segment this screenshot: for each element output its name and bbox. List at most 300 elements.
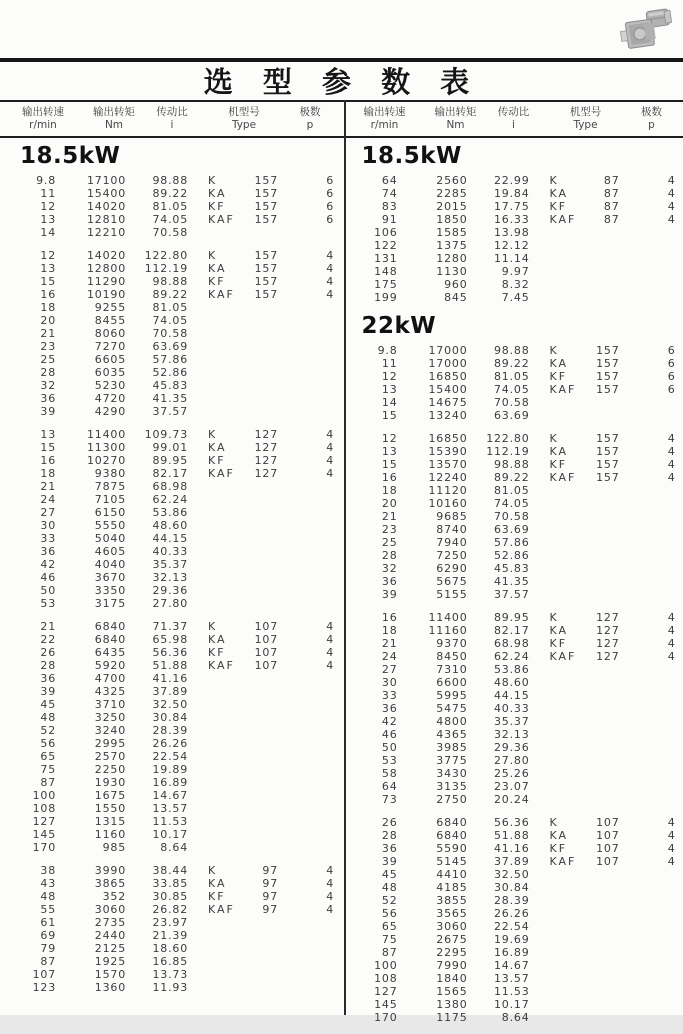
cell-series xyxy=(582,907,620,920)
cell-torque: 8740 xyxy=(398,523,468,536)
cell-ratio: 19.89 xyxy=(126,763,188,776)
table-row xyxy=(342,239,683,252)
table-row xyxy=(0,454,342,467)
cell-series xyxy=(582,549,620,562)
cell-ratio: 48.60 xyxy=(468,676,530,689)
cell-series: 127 xyxy=(582,611,620,624)
cell-torque: 4185 xyxy=(398,881,468,894)
table-row xyxy=(0,353,342,366)
column-header-unit: p xyxy=(628,119,676,132)
cell-poles xyxy=(620,689,676,702)
cell-poles: 4 xyxy=(620,174,676,187)
cell-speed: 36 xyxy=(342,702,398,715)
cell-poles: 6 xyxy=(278,187,334,200)
cell-ratio: 98.88 xyxy=(126,174,188,187)
cell-poles: 4 xyxy=(278,659,334,672)
cell-torque: 2440 xyxy=(56,929,126,942)
cell-poles: 6 xyxy=(620,357,676,370)
cell-poles xyxy=(278,711,334,724)
cell-torque: 11290 xyxy=(56,275,126,288)
cell-ratio: 26.82 xyxy=(126,903,188,916)
cell-poles xyxy=(620,663,676,676)
cell-type: KA xyxy=(188,187,240,200)
cell-series xyxy=(240,301,278,314)
cell-ratio: 109.73 xyxy=(126,428,188,441)
column-header xyxy=(428,106,484,132)
cell-torque: 3990 xyxy=(56,864,126,877)
cell-type xyxy=(188,493,240,506)
cell-speed: 32 xyxy=(0,379,56,392)
cell-type xyxy=(530,549,582,562)
cell-ratio: 35.37 xyxy=(468,715,530,728)
cell-type xyxy=(530,959,582,972)
column-header-label: 机型号 xyxy=(544,106,628,119)
cell-type xyxy=(530,663,582,676)
cell-ratio: 98.88 xyxy=(468,344,530,357)
cell-torque: 3710 xyxy=(56,698,126,711)
cell-ratio: 13.98 xyxy=(468,226,530,239)
cell-poles xyxy=(620,396,676,409)
table-row xyxy=(0,763,342,776)
cell-series: 157 xyxy=(240,249,278,262)
cell-series: 157 xyxy=(240,288,278,301)
cell-torque: 16850 xyxy=(398,370,468,383)
cell-type: KA xyxy=(530,445,582,458)
cell-ratio: 45.83 xyxy=(468,562,530,575)
table-row xyxy=(0,467,342,480)
cell-ratio: 44.15 xyxy=(126,532,188,545)
cell-poles xyxy=(620,754,676,767)
cell-ratio: 28.39 xyxy=(126,724,188,737)
table-row xyxy=(0,226,342,239)
cell-speed: 42 xyxy=(0,558,56,571)
cell-ratio: 12.12 xyxy=(468,239,530,252)
cell-poles xyxy=(620,728,676,741)
cell-poles xyxy=(620,907,676,920)
table-column-left xyxy=(0,138,342,1034)
cell-torque: 1380 xyxy=(398,998,468,1011)
cell-speed: 175 xyxy=(342,278,398,291)
cell-poles xyxy=(278,314,334,327)
cell-ratio: 26.26 xyxy=(468,907,530,920)
cell-torque: 1585 xyxy=(398,226,468,239)
cell-ratio: 89.22 xyxy=(126,187,188,200)
table-row xyxy=(0,174,342,187)
cell-series: 127 xyxy=(240,454,278,467)
cell-poles xyxy=(620,702,676,715)
column-header xyxy=(628,106,676,132)
cell-series xyxy=(240,737,278,750)
cell-series: 97 xyxy=(240,864,278,877)
cell-torque: 3985 xyxy=(398,741,468,754)
table-row xyxy=(0,493,342,506)
cell-speed: 170 xyxy=(0,841,56,854)
table-row xyxy=(0,532,342,545)
cell-series: 157 xyxy=(240,275,278,288)
cell-series xyxy=(240,828,278,841)
cell-poles xyxy=(278,685,334,698)
cell-series xyxy=(240,379,278,392)
table-row xyxy=(342,793,683,806)
cell-torque: 1850 xyxy=(398,213,468,226)
cell-type xyxy=(188,597,240,610)
cell-torque: 12800 xyxy=(56,262,126,275)
cell-torque: 1550 xyxy=(56,802,126,815)
table-row xyxy=(342,894,683,907)
cell-speed: 16 xyxy=(0,288,56,301)
table-row xyxy=(0,275,342,288)
cell-torque: 1565 xyxy=(398,985,468,998)
cell-series: 127 xyxy=(582,637,620,650)
cell-speed: 12 xyxy=(0,249,56,262)
cell-torque: 10270 xyxy=(56,454,126,467)
cell-series xyxy=(582,780,620,793)
cell-poles xyxy=(278,750,334,763)
cell-ratio: 35.37 xyxy=(126,558,188,571)
table-row xyxy=(0,890,342,903)
cell-type: K xyxy=(530,432,582,445)
cell-poles xyxy=(278,737,334,750)
cell-series xyxy=(240,532,278,545)
cell-ratio: 41.35 xyxy=(126,392,188,405)
cell-speed: 18 xyxy=(342,484,398,497)
cell-speed: 14 xyxy=(0,226,56,239)
cell-type xyxy=(530,907,582,920)
cell-speed: 123 xyxy=(0,981,56,994)
cell-torque: 4325 xyxy=(56,685,126,698)
cell-speed: 145 xyxy=(0,828,56,841)
data-block xyxy=(0,620,342,854)
table-row xyxy=(342,881,683,894)
cell-type xyxy=(530,920,582,933)
cell-torque: 11160 xyxy=(398,624,468,637)
column-header-label: 输出转矩 xyxy=(428,106,484,119)
cell-poles xyxy=(620,575,676,588)
cell-poles xyxy=(278,545,334,558)
cell-ratio: 74.05 xyxy=(126,314,188,327)
cell-torque: 1130 xyxy=(398,265,468,278)
cell-series: 87 xyxy=(582,200,620,213)
cell-type xyxy=(188,724,240,737)
cell-series xyxy=(582,933,620,946)
cell-ratio: 37.89 xyxy=(126,685,188,698)
cell-series xyxy=(240,584,278,597)
cell-series xyxy=(582,523,620,536)
cell-speed: 39 xyxy=(342,588,398,601)
cell-series xyxy=(240,519,278,532)
table-row xyxy=(0,428,342,441)
cell-ratio: 10.17 xyxy=(468,998,530,1011)
cell-type: KAF xyxy=(530,650,582,663)
table-row xyxy=(0,288,342,301)
cell-series xyxy=(582,741,620,754)
table-row xyxy=(0,877,342,890)
cell-speed: 21 xyxy=(0,327,56,340)
cell-ratio: 57.86 xyxy=(126,353,188,366)
column-header xyxy=(0,106,86,132)
cell-series xyxy=(582,702,620,715)
cell-speed: 27 xyxy=(342,663,398,676)
cell-ratio: 82.17 xyxy=(126,467,188,480)
cell-ratio: 13.57 xyxy=(468,972,530,985)
cell-speed: 23 xyxy=(0,340,56,353)
cell-type xyxy=(188,392,240,405)
page-title: 选 型 参 数 表 xyxy=(0,62,683,100)
data-block xyxy=(0,174,342,239)
column-header-label: 输出转矩 xyxy=(86,106,142,119)
cell-torque: 9370 xyxy=(398,637,468,650)
cell-ratio: 22.54 xyxy=(468,920,530,933)
cell-series: 87 xyxy=(582,174,620,187)
cell-torque: 1175 xyxy=(398,1011,468,1024)
cell-ratio: 18.60 xyxy=(126,942,188,955)
table-row xyxy=(0,815,342,828)
cell-type xyxy=(530,588,582,601)
cell-torque: 5475 xyxy=(398,702,468,715)
cell-ratio: 63.69 xyxy=(468,523,530,536)
section-heading: 18.5kW xyxy=(20,144,342,169)
table-row xyxy=(0,981,342,994)
column-header-unit: Type xyxy=(544,119,628,132)
cell-ratio: 27.80 xyxy=(126,597,188,610)
cell-torque: 10160 xyxy=(398,497,468,510)
cell-ratio: 48.60 xyxy=(126,519,188,532)
cell-ratio: 30.84 xyxy=(468,881,530,894)
cell-speed: 45 xyxy=(342,868,398,881)
cell-torque: 5675 xyxy=(398,575,468,588)
cell-speed: 55 xyxy=(0,903,56,916)
cell-poles: 4 xyxy=(620,829,676,842)
cell-speed: 16 xyxy=(342,471,398,484)
cell-series xyxy=(240,340,278,353)
cell-speed: 39 xyxy=(342,855,398,868)
data-block xyxy=(0,428,342,610)
cell-series: 87 xyxy=(582,213,620,226)
table-row xyxy=(342,497,683,510)
table-row xyxy=(342,767,683,780)
cell-series xyxy=(582,767,620,780)
cell-poles xyxy=(278,789,334,802)
cell-speed: 36 xyxy=(0,392,56,405)
cell-type: K xyxy=(530,611,582,624)
cell-series xyxy=(582,754,620,767)
table-row xyxy=(342,842,683,855)
cell-type: KF xyxy=(530,370,582,383)
cell-ratio: 8.64 xyxy=(126,841,188,854)
column-divider xyxy=(344,100,346,1015)
cell-ratio: 112.19 xyxy=(468,445,530,458)
cell-type: KAF xyxy=(188,467,240,480)
cell-series xyxy=(240,789,278,802)
cell-series: 107 xyxy=(240,620,278,633)
cell-ratio: 98.88 xyxy=(126,275,188,288)
cell-torque: 1360 xyxy=(56,981,126,994)
table-row xyxy=(342,252,683,265)
cell-type xyxy=(188,480,240,493)
cell-speed: 13 xyxy=(342,383,398,396)
cell-poles xyxy=(278,968,334,981)
cell-ratio: 82.17 xyxy=(468,624,530,637)
table-row xyxy=(0,685,342,698)
cell-poles: 4 xyxy=(620,650,676,663)
cell-series xyxy=(582,278,620,291)
table-row xyxy=(342,432,683,445)
cell-series xyxy=(582,793,620,806)
cell-ratio: 63.69 xyxy=(468,409,530,422)
cell-series xyxy=(240,942,278,955)
table-row xyxy=(0,672,342,685)
table-row xyxy=(342,187,683,200)
cell-speed: 9.8 xyxy=(342,344,398,357)
cell-poles xyxy=(620,484,676,497)
cell-ratio: 56.36 xyxy=(126,646,188,659)
table-row xyxy=(0,802,342,815)
cell-torque: 5145 xyxy=(398,855,468,868)
cell-poles: 4 xyxy=(620,637,676,650)
cell-type xyxy=(530,715,582,728)
table-row xyxy=(342,754,683,767)
cell-type xyxy=(188,841,240,854)
cell-torque: 14020 xyxy=(56,249,126,262)
cell-torque: 1160 xyxy=(56,828,126,841)
cell-speed: 65 xyxy=(342,920,398,933)
column-header-label: 输出转速 xyxy=(342,106,428,119)
cell-type xyxy=(188,929,240,942)
cell-type xyxy=(188,916,240,929)
cell-speed: 131 xyxy=(342,252,398,265)
cell-ratio: 27.80 xyxy=(468,754,530,767)
cell-series: 107 xyxy=(582,842,620,855)
cell-torque: 8455 xyxy=(56,314,126,327)
table-row xyxy=(0,519,342,532)
cell-type xyxy=(188,532,240,545)
cell-speed: 61 xyxy=(0,916,56,929)
cell-poles xyxy=(620,920,676,933)
cell-poles: 4 xyxy=(620,611,676,624)
cell-poles xyxy=(620,1011,676,1024)
table-row xyxy=(342,933,683,946)
cell-poles xyxy=(278,724,334,737)
table-row xyxy=(0,841,342,854)
cell-type xyxy=(188,763,240,776)
table-row xyxy=(342,946,683,959)
cell-series: 157 xyxy=(582,432,620,445)
table-row xyxy=(0,366,342,379)
cell-speed: 14 xyxy=(342,396,398,409)
cell-speed: 52 xyxy=(0,724,56,737)
column-header xyxy=(484,106,544,132)
table-row xyxy=(0,545,342,558)
cell-poles: 4 xyxy=(620,213,676,226)
table-row xyxy=(342,370,683,383)
table-row xyxy=(342,985,683,998)
cell-poles xyxy=(278,981,334,994)
table-row xyxy=(342,920,683,933)
cell-type xyxy=(188,981,240,994)
column-header-label: 极数 xyxy=(628,106,676,119)
cell-type xyxy=(188,353,240,366)
cell-poles: 4 xyxy=(620,432,676,445)
cell-series: 157 xyxy=(582,357,620,370)
cell-speed: 58 xyxy=(342,767,398,780)
cell-type: KA xyxy=(530,829,582,842)
cell-ratio: 7.45 xyxy=(468,291,530,304)
cell-type xyxy=(530,741,582,754)
cell-poles xyxy=(278,584,334,597)
cell-poles: 4 xyxy=(278,441,334,454)
cell-ratio: 8.32 xyxy=(468,278,530,291)
cell-speed: 32 xyxy=(342,562,398,575)
cell-series xyxy=(582,562,620,575)
cell-type xyxy=(188,584,240,597)
cell-torque: 3240 xyxy=(56,724,126,737)
cell-torque: 2675 xyxy=(398,933,468,946)
cell-ratio: 11.53 xyxy=(126,815,188,828)
cell-poles xyxy=(620,291,676,304)
cell-ratio: 37.57 xyxy=(468,588,530,601)
cell-speed: 13 xyxy=(0,428,56,441)
cell-series xyxy=(240,672,278,685)
cell-type xyxy=(188,379,240,392)
cell-type: KA xyxy=(530,624,582,637)
cell-torque: 6605 xyxy=(56,353,126,366)
cell-series xyxy=(240,763,278,776)
cell-type xyxy=(530,265,582,278)
cell-series: 157 xyxy=(582,344,620,357)
column-header-unit: Nm xyxy=(428,119,484,132)
table-row xyxy=(0,955,342,968)
cell-type xyxy=(530,1011,582,1024)
cell-speed: 43 xyxy=(0,877,56,890)
cell-speed: 12 xyxy=(342,370,398,383)
cell-type xyxy=(188,672,240,685)
cell-speed: 48 xyxy=(342,881,398,894)
cell-series xyxy=(240,711,278,724)
cell-poles xyxy=(278,929,334,942)
cell-poles xyxy=(620,793,676,806)
cell-ratio: 99.01 xyxy=(126,441,188,454)
table-row xyxy=(0,314,342,327)
cell-series: 107 xyxy=(240,659,278,672)
cell-ratio: 89.95 xyxy=(468,611,530,624)
cell-type: K xyxy=(188,249,240,262)
table-row xyxy=(0,187,342,200)
cell-series: 157 xyxy=(582,383,620,396)
cell-speed: 65 xyxy=(0,750,56,763)
cell-torque: 3175 xyxy=(56,597,126,610)
cell-type: KF xyxy=(530,458,582,471)
cell-torque: 6840 xyxy=(56,633,126,646)
section-heading: 22kW xyxy=(362,314,683,339)
cell-torque: 7105 xyxy=(56,493,126,506)
cell-poles xyxy=(620,226,676,239)
table-row xyxy=(342,523,683,536)
cell-ratio: 30.84 xyxy=(126,711,188,724)
data-block xyxy=(0,249,342,418)
cell-poles xyxy=(620,946,676,959)
table-row xyxy=(342,650,683,663)
cell-type xyxy=(530,226,582,239)
cell-type xyxy=(188,519,240,532)
cell-speed: 75 xyxy=(342,933,398,946)
cell-speed: 83 xyxy=(342,200,398,213)
table-row xyxy=(0,646,342,659)
table-row xyxy=(0,916,342,929)
cell-torque: 5920 xyxy=(56,659,126,672)
cell-ratio: 16.33 xyxy=(468,213,530,226)
cell-ratio: 32.50 xyxy=(468,868,530,881)
cell-torque: 3135 xyxy=(398,780,468,793)
